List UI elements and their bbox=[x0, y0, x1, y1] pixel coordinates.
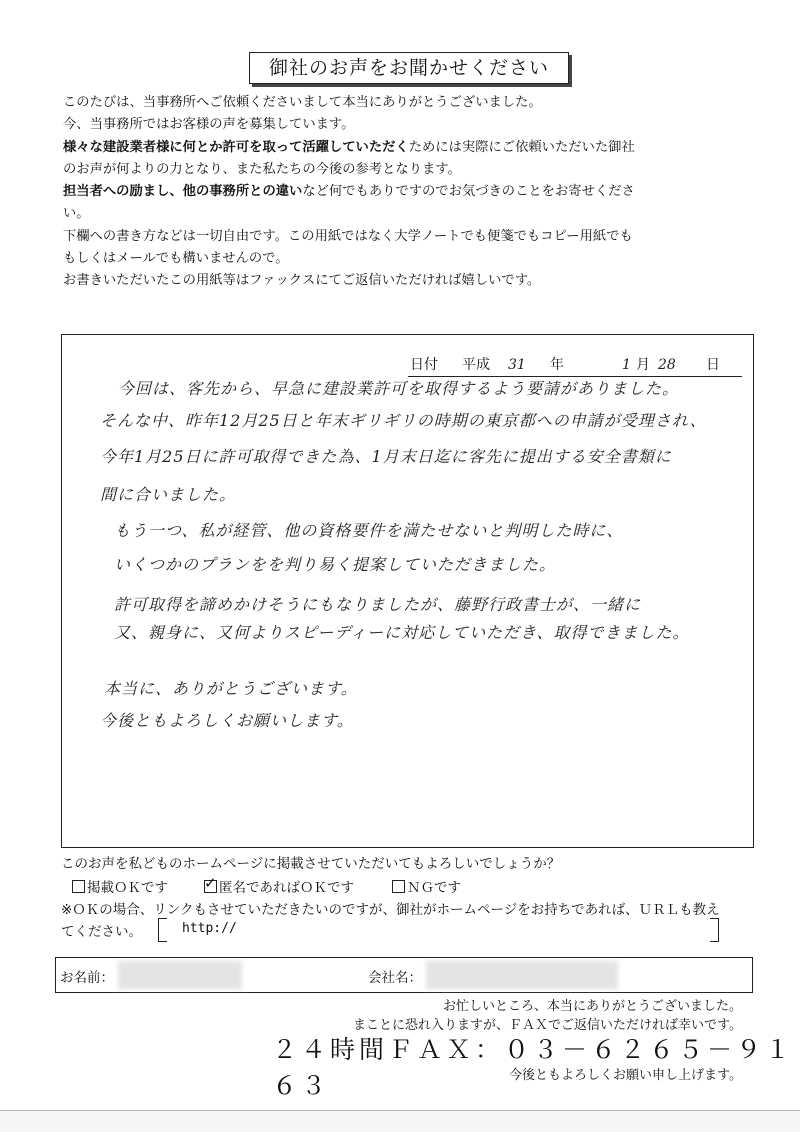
date-year-unit: 年 bbox=[550, 357, 564, 373]
intro-line: このたびは、当事務所へご依頼くださいまして本当にありがとうございました。 bbox=[63, 95, 542, 110]
intro-line: お書きいただいたこの用紙等はファックスにてご返信いただければ嬉しいです。 bbox=[63, 273, 541, 289]
closing-regards: 今後ともよろしくお願い申し上げます。 bbox=[509, 1068, 742, 1083]
name-field-redacted[interactable] bbox=[118, 961, 242, 989]
url-bracket-left bbox=[158, 918, 167, 942]
handwritten-line: そんな中、昨年12月25日と年末ギリギリの時期の東京都への申請が受理され、 bbox=[100, 411, 707, 430]
fax-number: ２４時間ＦＡＸ：０３－６２６５－９１６３ bbox=[272, 1035, 795, 1100]
intro-line: 今、当事務所ではお客様の声を募集しています。 bbox=[63, 117, 355, 133]
intro-line: もしくはメールでも構いませんので。 bbox=[63, 251, 289, 267]
checkbox-ng[interactable] bbox=[392, 880, 405, 893]
date-day-unit: 日 bbox=[706, 357, 720, 373]
link-note-line: ※ＯＫの場合、リンクもさせていただきたいのですが、御社がホームページをお持ちであれば、ＵＲＬも教え bbox=[61, 902, 720, 918]
handwritten-line: 間に合いました。 bbox=[100, 485, 237, 504]
date-day: 28 bbox=[658, 357, 676, 373]
intro-line: 様々な建設業者様に何とか許可を取って活躍していただくためには実際にご依頼いただいた御社 bbox=[63, 139, 635, 155]
intro-line: 担当者への励まし、他の事務所との違いなど何でもありですのでお気づきのことをお寄せくださ bbox=[63, 184, 635, 200]
consent-question: このお声を私どものホームページに掲載させていただいてもよろしいでしょうか？ bbox=[61, 856, 561, 872]
date-month: 1 bbox=[622, 357, 631, 373]
page-edge bbox=[0, 1110, 800, 1132]
option-publish-ok[interactable] bbox=[72, 876, 168, 896]
handwritten-line: 許可取得を諦めかけそうにもなりましたが、藤野行政書士が、一緒に bbox=[114, 595, 642, 614]
consent-options bbox=[72, 876, 632, 896]
date-month-unit: 月 bbox=[636, 357, 650, 373]
option-anonymous-ok[interactable] bbox=[204, 876, 354, 896]
handwritten-line: 今後ともよろしくお願いします。 bbox=[100, 711, 354, 730]
checkmark-icon: ✓ bbox=[204, 874, 217, 892]
closing-thanks: お忙しいところ、本当にありがとうございました。 bbox=[442, 999, 742, 1014]
intro-line: い。 bbox=[63, 206, 90, 222]
intro-line: のお声が何よりの力となり、また私たちの今後の参考となります。 bbox=[63, 161, 461, 177]
option-label: 匿名であればＯＫです bbox=[219, 880, 354, 896]
company-label: 会社名： bbox=[368, 970, 422, 986]
handwritten-line: 今回は、客先から、早急に建設業許可を取得するよう要請がありました。 bbox=[118, 379, 680, 398]
intro-line: 下欄への書き方などは一切自由です。この用紙ではなく大学ノートでも便箋でもコピー用紙でも bbox=[63, 228, 633, 244]
date-year: 31 bbox=[508, 357, 526, 373]
handwritten-line: 又、親身に、又何よりスピーディーに対応していただき、取得できました。 bbox=[114, 623, 690, 642]
form-title: 御社のお声をお聞かせください bbox=[249, 52, 569, 84]
date-era: 平成 bbox=[462, 357, 490, 373]
handwritten-line: もう一つ、私が経管、他の資格要件を満たせないと判明した時に、 bbox=[114, 521, 624, 540]
url-bracket-right bbox=[710, 918, 719, 942]
url-field[interactable]: http:// bbox=[182, 921, 237, 936]
closing-request: まことに恐れ入りますが、ＦＡＸでご返信いただければ幸いです。 bbox=[353, 1018, 742, 1033]
date-row bbox=[408, 354, 742, 377]
intro-text bbox=[63, 92, 753, 293]
option-label: 掲載ＯＫです bbox=[87, 880, 168, 896]
handwritten-line: 今年1月25日に許可取得できた為、1月末日迄に客先に提出する安全書類に bbox=[100, 447, 672, 466]
handwritten-line: 本当に、ありがとうございます。 bbox=[104, 679, 358, 698]
option-ng[interactable] bbox=[392, 876, 461, 896]
checkbox-anonymous-ok[interactable] bbox=[204, 874, 217, 893]
handwritten-line: いくつかのプランをを判り易く提案していただきました。 bbox=[114, 555, 557, 574]
option-label: ＮＧです bbox=[407, 880, 461, 896]
name-company-box bbox=[55, 957, 753, 993]
checkbox-publish-ok[interactable] bbox=[72, 880, 85, 893]
name-label: お名前： bbox=[60, 970, 114, 986]
link-note-line: てください。 bbox=[61, 924, 142, 940]
company-field-redacted[interactable] bbox=[426, 961, 618, 989]
date-label: 日付 bbox=[410, 357, 438, 373]
